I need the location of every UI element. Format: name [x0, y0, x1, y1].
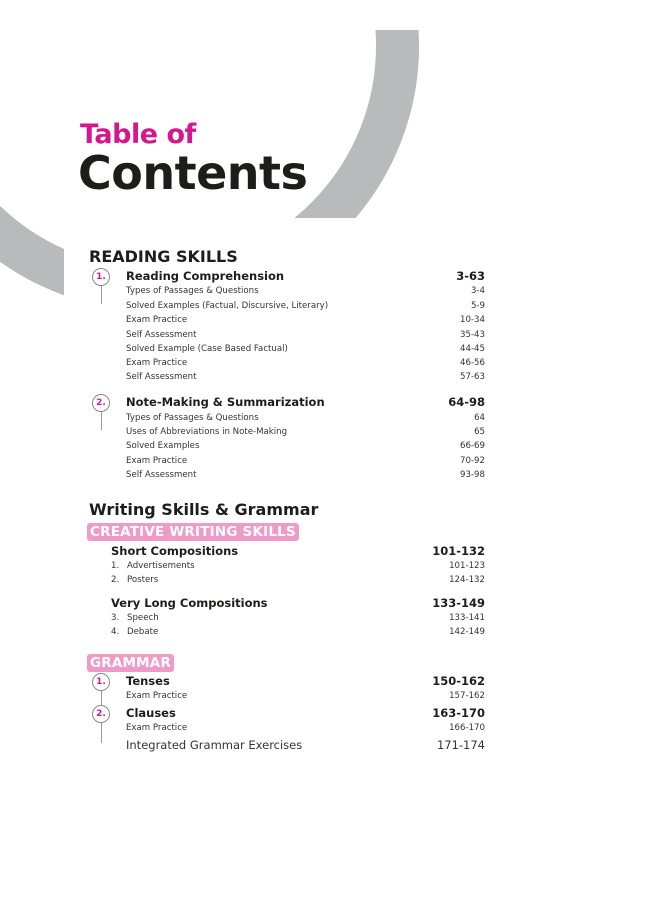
- item-number: 1.: [111, 561, 120, 571]
- toc-item-pages: 64: [474, 413, 485, 423]
- chapter-pages: 64-98: [448, 395, 485, 409]
- chapter-title[interactable]: Note-Making & Summarization: [126, 395, 325, 409]
- integrated-grammar-exercises[interactable]: Integrated Grammar Exercises: [126, 738, 303, 752]
- toc-item-pages: 93-98: [460, 470, 485, 480]
- chapter-pages: 150-162: [432, 674, 485, 688]
- toc-item[interactable]: Exam Practice: [126, 456, 188, 466]
- toc-item-pages: 3-4: [470, 286, 485, 296]
- toc-item-pages: 166-170: [449, 723, 485, 733]
- toc-item[interactable]: Solved Examples (Factual, Discursive, Literary): [126, 301, 329, 311]
- connector-line: [101, 412, 102, 430]
- item-number: 3.: [111, 613, 120, 623]
- toc-item-pages: 5-9: [470, 301, 485, 311]
- toc-item-pages: 101-123: [449, 561, 485, 571]
- group-pages: 101-132: [432, 544, 485, 558]
- toc-item-pages: 133-141: [449, 613, 485, 623]
- chapter-number-badge: 1.: [92, 673, 110, 691]
- chapter-title[interactable]: Reading Comprehension: [126, 269, 285, 283]
- toc-item-pages: 70-92: [460, 456, 485, 466]
- integrated-grammar-pages: 171-174: [436, 738, 485, 752]
- chapter-pages: 3-63: [456, 269, 485, 283]
- chapter-number-badge: 2.: [92, 705, 110, 723]
- toc-item-pages: 35-43: [460, 330, 485, 340]
- creative-writing-skills-pill: CREATIVE WRITING SKILLS: [87, 523, 299, 541]
- toc-item-pages: 46-56: [460, 358, 485, 368]
- toc-item[interactable]: Self Assessment: [126, 372, 197, 382]
- toc-item[interactable]: Speech: [127, 613, 159, 623]
- chapter-title[interactable]: Clauses: [126, 706, 176, 720]
- chapter-title[interactable]: Tenses: [126, 674, 170, 688]
- toc-item-pages: 65: [474, 427, 485, 437]
- toc-item-pages: 10-34: [460, 315, 485, 325]
- toc-item[interactable]: Solved Examples: [126, 441, 200, 451]
- toc-item[interactable]: Self Assessment: [126, 470, 197, 480]
- toc-item[interactable]: Debate: [127, 627, 159, 637]
- section-heading-writing-skills: Writing Skills & Grammar: [89, 500, 319, 519]
- toc-item[interactable]: Uses of Abbreviations in Note-Making: [126, 427, 288, 437]
- toc-item[interactable]: Advertisements: [127, 561, 195, 571]
- toc-item[interactable]: Posters: [127, 575, 159, 585]
- item-number: 2.: [111, 575, 120, 585]
- toc-item-pages: 142-149: [449, 627, 485, 637]
- toc-item[interactable]: Types of Passages & Questions: [126, 413, 259, 423]
- item-number: 4.: [111, 627, 120, 637]
- toc-item[interactable]: Solved Example (Case Based Factual): [126, 344, 288, 354]
- group-pages: 133-149: [432, 596, 485, 610]
- section-heading-reading-skills: READING SKILLS: [89, 247, 238, 266]
- toc-item[interactable]: Self Assessment: [126, 330, 197, 340]
- toc-item[interactable]: Exam Practice: [126, 358, 188, 368]
- toc-item-pages: 44-45: [460, 344, 485, 354]
- toc-item-pages: 124-132: [449, 575, 485, 585]
- title-line-1: Table of: [80, 119, 196, 150]
- toc-item-pages: 66-69: [460, 441, 485, 451]
- connector-line: [101, 723, 102, 743]
- connector-line: [101, 691, 102, 705]
- toc-item[interactable]: Exam Practice: [126, 723, 188, 733]
- toc-item-pages: 57-63: [460, 372, 485, 382]
- toc-item[interactable]: Exam Practice: [126, 691, 188, 701]
- group-title[interactable]: Very Long Compositions: [111, 596, 268, 610]
- chapter-number-badge: 1.: [92, 268, 110, 286]
- group-title[interactable]: Short Compositions: [111, 544, 239, 558]
- toc-item-pages: 157-162: [449, 691, 485, 701]
- connector-line: [101, 286, 102, 304]
- page-title: Contents: [78, 146, 308, 200]
- chapter-pages: 163-170: [432, 706, 485, 720]
- toc-item[interactable]: Types of Passages & Questions: [126, 286, 259, 296]
- grammar-pill: GRAMMAR: [87, 654, 174, 672]
- chapter-number-badge: 2.: [92, 394, 110, 412]
- toc-item[interactable]: Exam Practice: [126, 315, 188, 325]
